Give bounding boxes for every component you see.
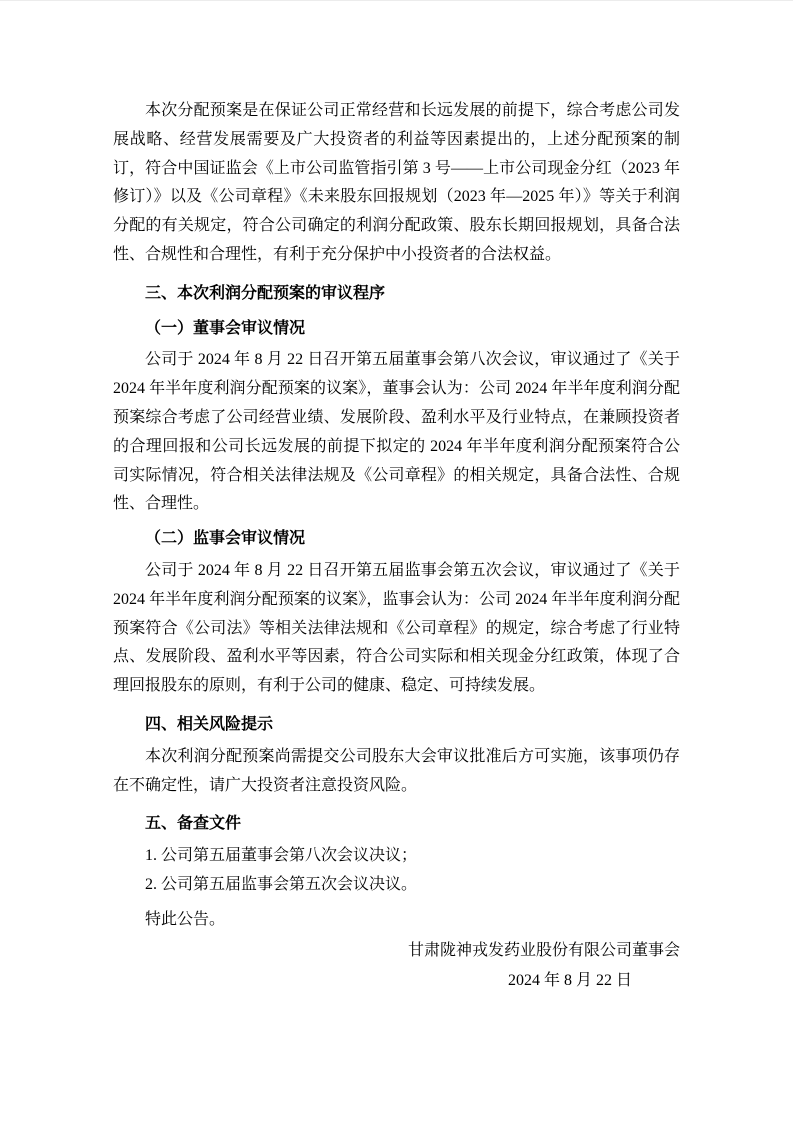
signature-date: 2024 年 8 月 22 日: [507, 972, 632, 990]
reference-document-item-2: 2. 公司第五届监事会第五次会议决议。: [145, 875, 418, 893]
signature-company: 甘肃陇神戎发药业股份有限公司董事会: [407, 941, 680, 959]
board-review-paragraph: 公司于 2024 年 8 月 22 日召开第五届董事会第八次会议，审议通过了《关于 2024 年半年度利润分配预案的议案》，董事会认为：公司 2024 年半年度利润分配预案综合考虑了公司经营业绩、发展阶段、盈利水平及行业特点，在兼顾投资者的合理回报和公司长远发展的前提下拟定的 2024 年半年度利润分配预案符合公司实际情况，符合相关法律法规及《公司章程》的相关规定，具备合法性、合规性、合理性。: [113, 351, 680, 513]
supervisory-review-paragraph: 公司于 2024 年 8 月 22 日召开第五届监事会第五次会议，审议通过了《关于 2024 年半年度利润分配预案的议案》，监事会认为：公司 2024 年半年度利润分配预案符合《公司法》等相关法律法规和《公司章程》的规定，综合考虑了行业特点、发展阶段、盈利水平等因素，符合公司实际和相关现金分红政策，体现了合理回报股东的原则，有利于公司的健康、稳定、可持续发展。: [113, 561, 680, 695]
document-content: [0, 1, 793, 996]
section-4-heading: 四、相关风险提示: [145, 715, 274, 733]
section-3-sub-2-heading: （二）监事会审议情况: [145, 530, 306, 548]
section-3-heading: 三、本次利润分配预案的审议程序: [145, 284, 386, 302]
closing-statement: 特此公告。: [145, 910, 226, 928]
section-3-sub-1-heading: （一）董事会审议情况: [145, 319, 306, 337]
risk-paragraph: 本次利润分配预案尚需提交公司股东大会审议批准后方可实施，该事项仍存在不确定性，请广大投资者注意投资风险。: [113, 747, 680, 794]
section-5-heading: 五、备查文件: [145, 815, 242, 833]
intro-paragraph: 本次分配预案是在保证公司正常经营和长远发展的前提下，综合考虑公司发展战略、经营发展需要及广大投资者的利益等因素提出的，上述分配预案的制订，符合中国证监会《上市公司监管指引第 3 号——上市公司现金分红（2023 年修订）》以及《公司章程》《未来股东回报规划（2023 年—2025 年）》等关于利润分配的有关规定，符合公司确定的利润分配政策、股东长期回报规划，具备合法性、合规性和合理性，有利于充分保护中小投资者的合法权益。: [113, 102, 680, 263]
reference-document-item-1: 1. 公司第五届董事会第八次会议决议；: [145, 847, 418, 865]
